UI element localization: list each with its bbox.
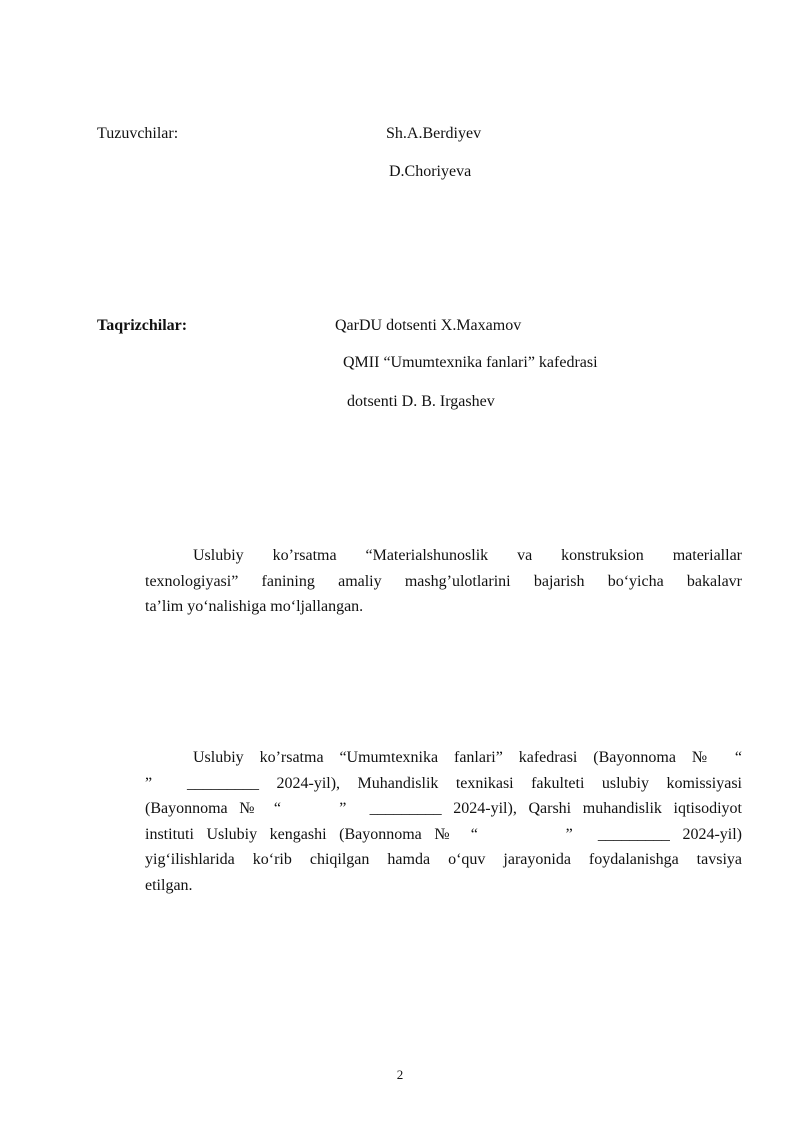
page-number: 2 [396,1067,404,1082]
reviewer-line-2: QMII “Umumtexnika fanlari” kafedrasi [343,354,598,371]
reviewers-label: Taqrizchilar: [97,317,188,334]
approval-line-6: etilgan. [145,876,193,894]
approval-line-1: Uslubiy ko’rsatma “Umumtexnika fanlari” kafedrasi (Bayonnoma № “ [193,749,742,766]
purpose-line-2: texnologiyasi” fanining amaliy mashg’ulotlarini bajarish bo‘yicha bakalavr [145,572,742,590]
compiler-name-2: D.Choriyeva [389,163,472,180]
approval-line-2: ” _________ 2024-yil), Muhandislik texnikasi fakulteti uslubiy komissiyasi [145,774,742,792]
reviewer-line-1: QarDU dotsenti X.Maxamov [335,317,522,334]
compilers-label: Tuzuvchilar: [97,125,179,142]
approval-line-4: instituti Uslubiy kengashi (Bayonnoma № “ ” _________ 2024-yil) [145,825,742,843]
approval-line-3: (Bayonnoma № “ ” _________ 2024-yil), Qarshi muhandislik iqtisodiyot [145,800,742,817]
purpose-paragraph [145,543,742,620]
compiler-name-1: Sh.A.Berdiyev [386,125,482,142]
approval-line-5: yig‘ilishlarida ko‘rib chiqilgan hamda o‘quv jarayonida foydalanishga tavsiya [145,851,742,868]
purpose-line-3: ta’lim yo‘nalishiga mo‘ljallangan. [145,598,364,615]
approval-paragraph [145,745,742,898]
purpose-line-1: Uslubiy ko’rsatma “Materialshunoslik va konstruksion materiallar [193,547,742,564]
reviewer-line-3: dotsenti D. B. Irgashev [347,393,495,410]
